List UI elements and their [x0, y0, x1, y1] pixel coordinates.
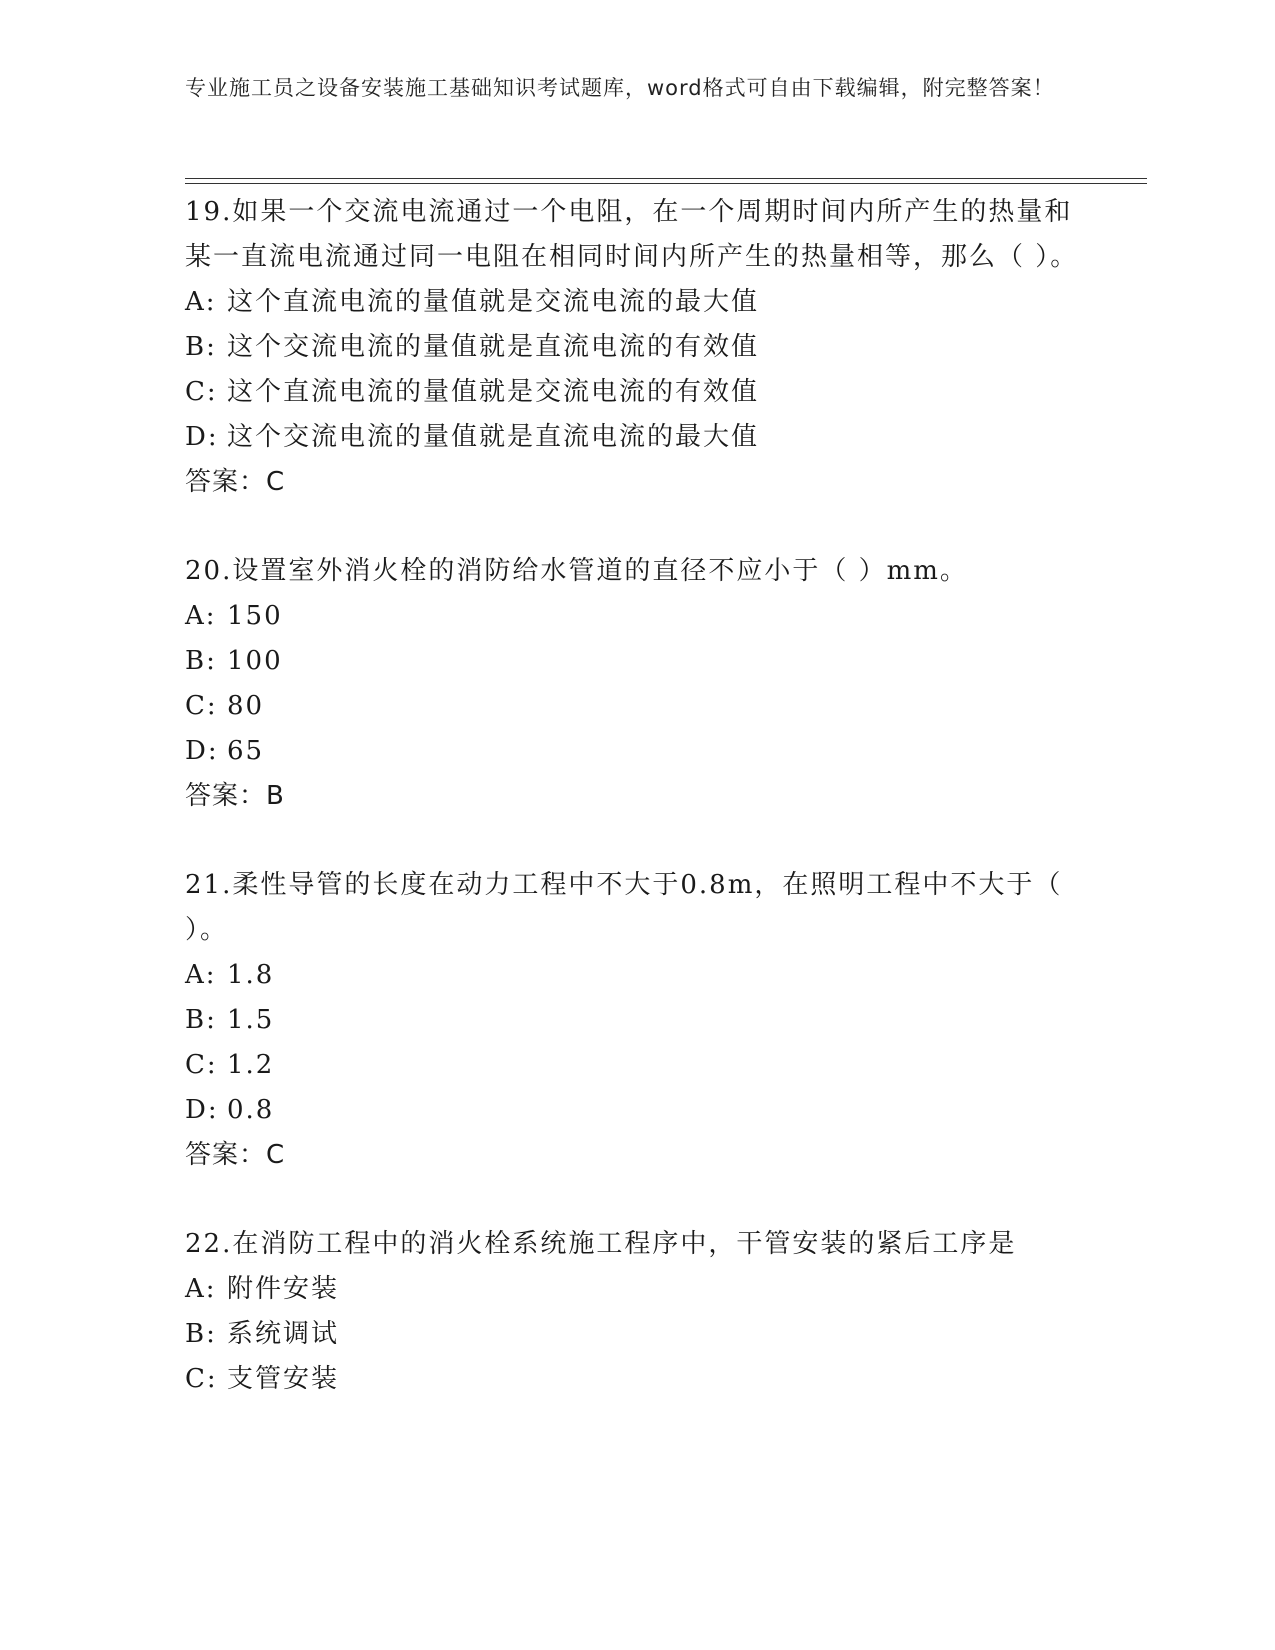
option-text: 150 — [227, 601, 283, 631]
option-d — [185, 415, 1085, 460]
option-d — [185, 729, 1085, 774]
option-letter: A: — [185, 1274, 217, 1304]
option-b — [185, 1312, 1085, 1357]
option-letter: D: — [185, 422, 219, 452]
option-letter: B: — [185, 332, 217, 362]
option-c — [185, 1043, 1085, 1088]
question-19 — [185, 190, 1085, 505]
answer-line: 答案：C — [185, 1140, 286, 1170]
option-letter: A: — [185, 960, 217, 990]
document-header-title: 专业施工员之设备安装施工基础知识考试题库，word格式可自由下载编辑，附完整答案！ — [185, 76, 1055, 100]
option-a — [185, 280, 1085, 325]
option-letter: D: — [185, 736, 219, 766]
option-text: 这个直流电流的量值就是交流电流的有效值 — [227, 377, 760, 407]
option-letter: B: — [185, 646, 217, 676]
option-letter: C: — [185, 1050, 218, 1080]
question-21 — [185, 863, 1085, 1178]
option-b — [185, 998, 1085, 1043]
question-20 — [185, 549, 1085, 819]
header-divider-bottom — [185, 183, 1147, 184]
answer-line: 答案：B — [185, 781, 285, 811]
option-letter: C: — [185, 691, 218, 721]
option-text: 这个直流电流的量值就是交流电流的最大值 — [227, 287, 760, 317]
option-text: 这个交流电流的量值就是直流电流的最大值 — [227, 422, 760, 452]
option-text: 1.8 — [227, 960, 275, 990]
option-text: 支管安装 — [227, 1364, 340, 1394]
option-letter: D: — [185, 1095, 219, 1125]
option-a — [185, 1267, 1085, 1312]
option-letter: B: — [185, 1005, 217, 1035]
option-letter: C: — [185, 377, 218, 407]
option-a — [185, 953, 1085, 998]
option-letter: C: — [185, 1364, 218, 1394]
answer-line: 答案：C — [185, 467, 286, 497]
option-c — [185, 684, 1085, 729]
option-letter: A: — [185, 601, 217, 631]
option-letter: B: — [185, 1319, 217, 1349]
option-a — [185, 594, 1085, 639]
option-text: 0.8 — [227, 1095, 275, 1125]
option-text: 系统调试 — [227, 1319, 340, 1349]
question-22 — [185, 1222, 1085, 1402]
option-letter: A: — [185, 287, 217, 317]
option-d — [185, 1088, 1085, 1133]
option-text: 80 — [227, 691, 265, 721]
option-text: 1.2 — [227, 1050, 275, 1080]
option-text: 附件安装 — [227, 1274, 340, 1304]
option-c — [185, 370, 1085, 415]
question-stem: 20.设置室外消火栓的消防给水管道的直径不应小于（ ）mm。 — [185, 556, 968, 586]
option-text: 65 — [227, 736, 265, 766]
question-list — [185, 190, 1085, 1402]
question-stem: 19.如果一个交流电流通过一个电阻，在一个周期时间内所产生的热量和某一直流电流通过同一电阻在相同时间内所产生的热量相等，那么（ ）。 — [185, 197, 1079, 272]
question-stem: 21.柔性导管的长度在动力工程中不大于0.8m，在照明工程中不大于（ ）。 — [185, 870, 1063, 945]
option-text: 1.5 — [227, 1005, 275, 1035]
header-divider-top — [185, 178, 1147, 179]
option-c — [185, 1357, 1085, 1402]
option-b — [185, 325, 1085, 370]
option-b — [185, 639, 1085, 684]
question-stem: 22.在消防工程中的消火栓系统施工程序中，干管安装的紧后工序是 — [185, 1229, 1017, 1259]
option-text: 这个交流电流的量值就是直流电流的有效值 — [227, 332, 760, 362]
option-text: 100 — [227, 646, 283, 676]
